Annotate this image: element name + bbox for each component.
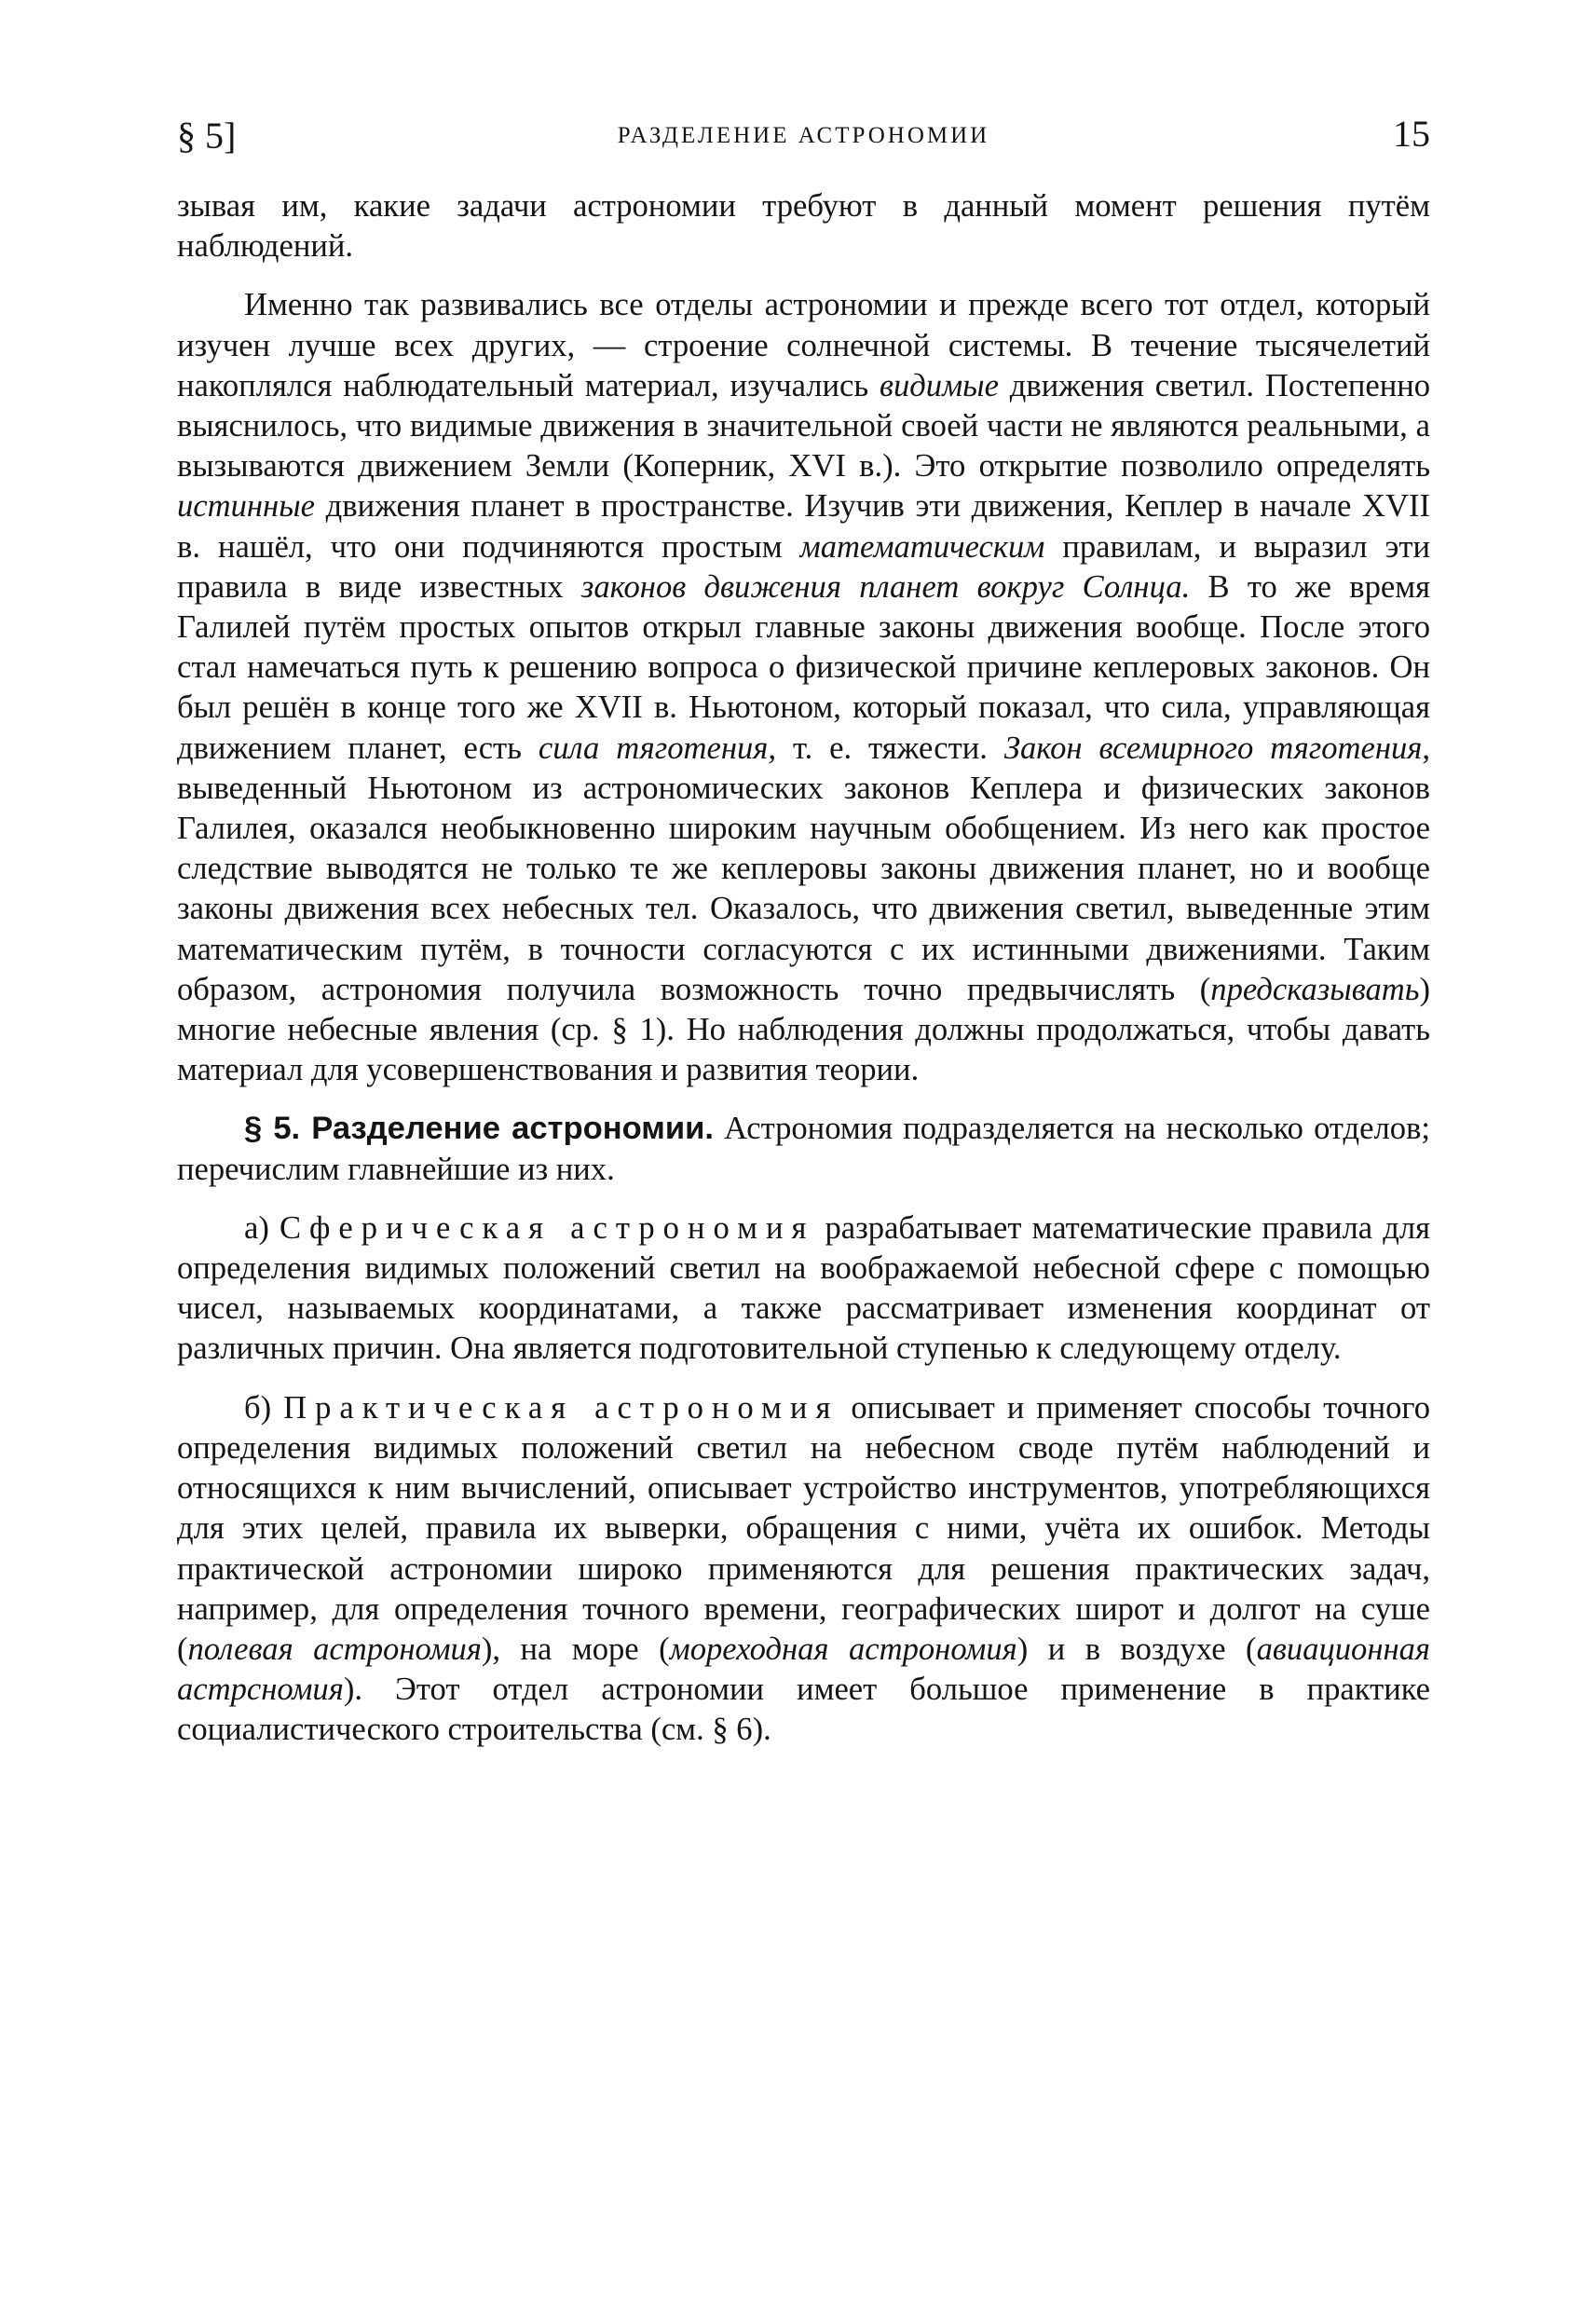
page-body (177, 186, 1430, 1751)
emphasis: сила тяготения, (538, 730, 777, 766)
paragraph-history (177, 285, 1430, 1090)
emphasis: математическим (799, 528, 1045, 565)
text-run: движения планет в пространстве. Изучив эти движения, Кеплер в начале XVII в. нашёл, что они подчиняются простым (177, 488, 1430, 565)
section-heading: § 5. Разделение астрономии. (244, 1111, 714, 1147)
text-run: В то же время Галилей путём простых опытов открыл главные законы движения вообще. После этого стал намечаться путь к решению вопроса о физической причине кеплеровых законов. Он был решён в конце того же XVII в. Ньютоном, который показал, что сила, управляющая движением планет, есть (177, 568, 1430, 766)
text-run: , выведенный Ньютоном из астрономических законов Кеплера и физических законов Галилея, оказался необыкновенно широким научным обобщением. Из него как простое следствие выводятся не только те же кеплеровы законы движения планет, но и вообще законы движения всех небесных тел. Оказалось, что движения светил, выведенные этим математическим путём, в точности согласуются с их истинными движениями. Таким образом, астрономия получила возможность точно предвычислять ( (177, 730, 1430, 1007)
spaced-term: Сферическая астрономия (279, 1209, 815, 1246)
emphasis: мореходная астрономия (669, 1631, 1017, 1667)
emphasis: законов движения планет вокруг Солнца. (580, 568, 1191, 605)
text-run: описывает и применяет способы точного определения видимых положений светил на небесном своде путём наблюдений и относящихся к ним вычислений, описывает устройство инструментов, употребляющихся для этих целей, правила их выверки, обращения с ними, учёта их ошибок. Методы практической астрономии широко применяются для решения практических задач, например, для определения точного времени, географических широт и долгот на суше ( (177, 1389, 1430, 1667)
paragraph-continuation (177, 186, 1430, 266)
page-number: 15 (1393, 113, 1430, 155)
emphasis: предсказывать (1210, 971, 1420, 1007)
list-label: б) (244, 1389, 284, 1426)
paragraph-practical-astronomy (177, 1388, 1430, 1751)
book-page (177, 102, 1430, 2283)
emphasis: полевая астрономия (187, 1631, 482, 1667)
paragraph-section-heading (177, 1109, 1430, 1189)
text-run: т. е. тяжести. (776, 730, 1004, 766)
spaced-term: Практическая астрономия (283, 1389, 839, 1426)
list-label: а) (244, 1209, 280, 1246)
text-run: ), на море ( (481, 1631, 670, 1667)
paragraph-text: зывая им, какие задачи астрономии требуют в данный момент решения путём наблюдений. (177, 188, 1430, 265)
paragraph-spherical-astronomy (177, 1208, 1430, 1370)
text-run: ) и в воздухе ( (1016, 1631, 1257, 1667)
text-run: ). Этот отдел астрономии имеет большое применение в практике социалистического строительства (см. § 6). (177, 1672, 1430, 1748)
running-head (177, 102, 1430, 186)
emphasis: видимые (880, 367, 999, 403)
emphasis: авиационная астрсномия (177, 1631, 1430, 1708)
emphasis: Закон всемирного тяготения (1003, 730, 1423, 766)
text-run: правилам, и выразил эти правила в виде известных (177, 528, 1430, 605)
text-run: Астрономия подразделяется на несколько отделов; перечислим главнейшие из них. (177, 1111, 1430, 1187)
emphasis: истинные (177, 488, 315, 525)
section-marker: § 5] (177, 115, 237, 157)
text-run: Именно так развивались все отделы астрономии и прежде всего тот отдел, который изучен лучше всех других, — строение солнечной системы. В течение тысячелетий накоплялся наблюдательный материал, изучались (177, 287, 1430, 403)
text-run: движения светил. Постепенно выяснилось, что видимые движения в значительной своей части не являются реальными, а вызываются движением Земли (Коперник, XVI в.). Это открытие позволило определять (177, 367, 1431, 485)
running-title: РАЗДЕЛЕНИЕ АСТРОНОМИИ (617, 123, 990, 148)
text-run: разрабатывает математические правила для определения видимых положений светил на воображаемой небесной сфере с помощью чисел, называемых координатами, а также рассматривает изменения координат от различных причин. Она является подготовительной ступенью к следующему отделу. (177, 1209, 1430, 1367)
text-run: ) многие небесные явления (ср. § 1). Но наблюдения должны продолжаться, чтобы давать материал для усовершенствования и развития теории. (177, 971, 1430, 1088)
